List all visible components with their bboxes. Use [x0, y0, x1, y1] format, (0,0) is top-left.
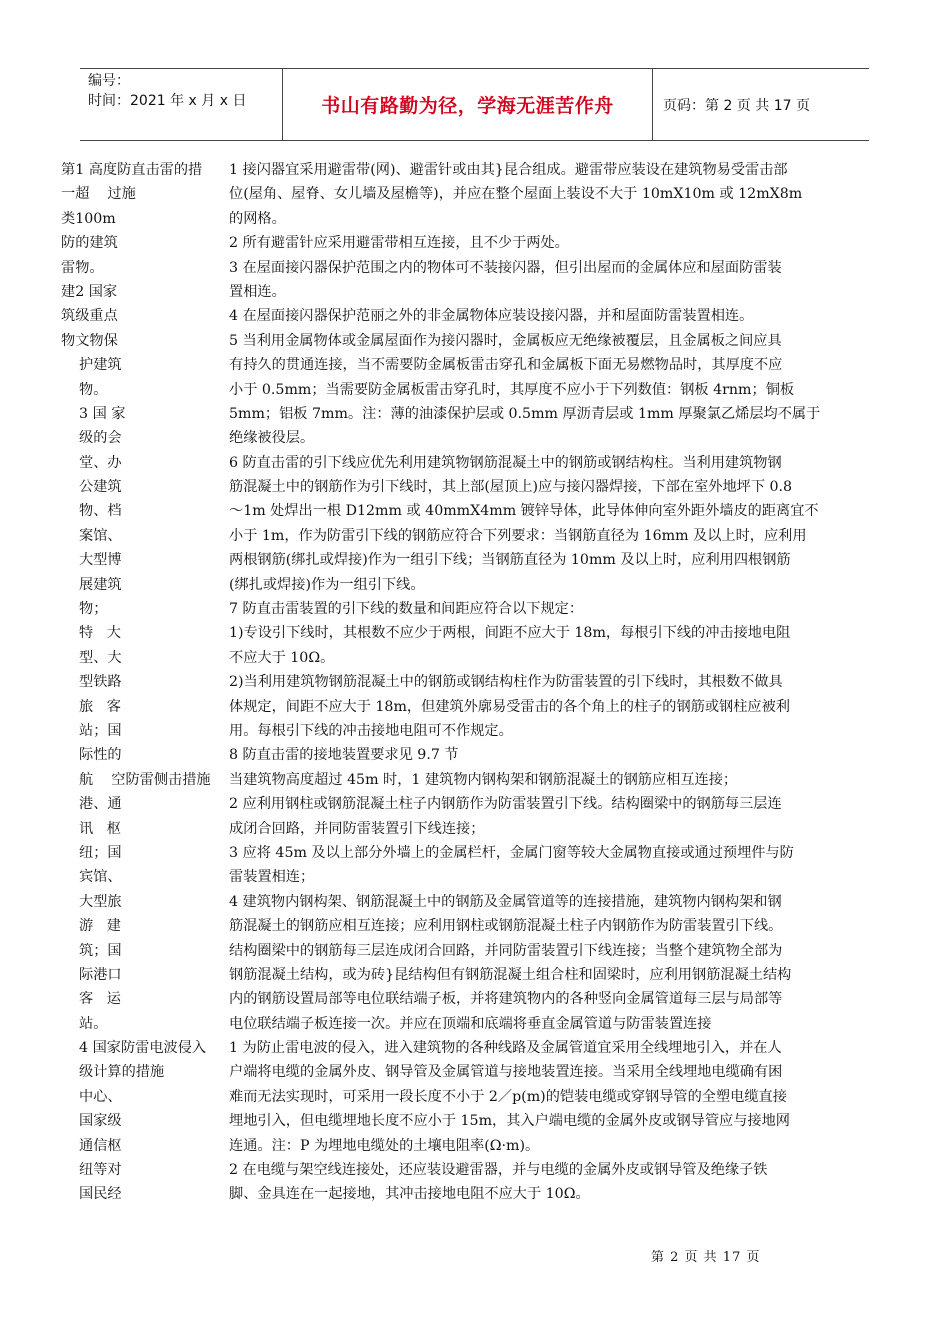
left-column-line: 航 空防雷侧击措施: [61, 771, 211, 788]
left-column-line: 通信枢: [61, 1137, 122, 1154]
right-column: [229, 158, 891, 1207]
body-text-line: 2 所有避雷针应采用避雷带相互连接，且不少于两处。: [229, 235, 569, 252]
body-text-line: 体规定，间距不应大于 18m，但建筑外廓易受雷击的各个角上的柱子的钢筋或钢柱应被利: [229, 698, 790, 715]
left-column-line: 讯 枢: [61, 820, 121, 837]
body-text-line: 筋混凝土的钢筋应相互连接；应利用钢柱或钢筋混凝土柱子内钢筋作为防雷装置引下线。: [229, 918, 783, 935]
left-column-line: 筑；国: [61, 942, 122, 959]
body-text-line: 1)专设引下线时，其根数不应少于两根，间距不应大于 18m，每根引下线的冲击接地电阻: [229, 625, 791, 642]
body-text-line: 钢筋混凝土结构，或为砖}昆结构但有钢筋混凝土组合柱和固梁时，应利用钢筋混凝土结构: [229, 966, 792, 983]
body-text-line: 3 在屋面接闪器保护范围之内的物体可不装接闪器，但引出屋而的金属体应和屋面防雷装: [229, 259, 782, 276]
left-column-line: 站。: [61, 1015, 108, 1032]
body-text-line: 5 当利用金属物体或金属屋面作为接闪器时，金属板应无绝缘被覆层，且金属板之间应具: [229, 332, 782, 349]
left-column-line: 旅 客: [61, 698, 121, 715]
left-column-line: 际性的: [61, 747, 122, 764]
left-column-line: 建2 国家: [61, 283, 118, 300]
body-text-line: 内的钢筋设置局部等电位联结端子板，并将建筑物内的各种竖向金属管道每三层与局部等: [229, 991, 783, 1008]
left-column-line: 级计算的措施: [61, 1064, 165, 1081]
left-column-line: 型、大: [61, 649, 122, 666]
left-column-line: 案馆、: [61, 527, 122, 544]
left-column-line: 纽等对: [61, 1162, 122, 1179]
left-column-line: 港、通: [61, 796, 122, 813]
body-text-line: 4 建筑物内钢构架、钢筋混凝土中的钢筋及金属管道等的连接措施，建筑物内钢构架和钢: [229, 893, 782, 910]
body-text-line: 结构圈梁中的钢筋每三层连成闭合回路，并同防雷装置引下线连接；当整个建筑物全部为: [229, 942, 783, 959]
body-text-line: 1 为防止雷电波的侵入，进入建筑物的各种线路及金属管道宜采用全线埋地引入，并在人: [229, 1040, 782, 1057]
left-column-line: 物；: [61, 601, 108, 618]
body-text-line: 6 防直击雷的引下线应优先利用建筑物钢筋混凝土中的钢筋或钢结构柱。当利用建筑物钢: [229, 454, 782, 471]
left-column-line: 际港口: [61, 966, 122, 983]
left-column-line: 展建筑: [61, 576, 122, 593]
header-page-number: 页码：第 2 页 共 17 页: [663, 97, 810, 114]
body-text-line: 的网格。: [229, 210, 286, 227]
body-text-line: ～1m 处焊出一根 D12mm 或 40mmX4mm 镀锌导体，此导体伸向室外距外墙皮的距离宜不: [229, 503, 819, 520]
body-text-line: 小于 0.5mm；当需要防金属板雷击穿孔时，其厚度不应小于下列数值：钢板 4rnm；铜板: [229, 381, 795, 398]
left-column-line: 堂、办: [61, 454, 122, 471]
header-divider: [652, 69, 653, 140]
left-column-line: 站；国: [61, 722, 122, 739]
left-column-line: 物。: [61, 381, 108, 398]
body-text-line: 户端将电缆的金属外皮、钢导管及金属管道与接地装置连接。当采用全线埋地电缆确有困: [229, 1064, 783, 1081]
left-column-line: 型铁路: [61, 674, 122, 691]
body-text-line: 1 接闪器宜采用避雷带(网)、避雷针或由其}昆合组成。避雷带应装设在建筑物易受雷击部: [229, 162, 788, 178]
header-meta: [88, 71, 288, 111]
body-text-line: 电位联结端子板连接一次。并应在顶端和底端将垂直金属管道与防雷装置连接: [229, 1015, 712, 1032]
body-text-line: 用。每根引下线的冲击接地电阻可不作规定。: [229, 722, 513, 739]
left-column-line: 特 大: [61, 625, 121, 642]
body-text-line: 位(屋角、屋脊、女儿墙及屋檐等)，并应在整个屋面上装设不大于 10mX10m 或 12mX8m: [229, 186, 803, 203]
body-text-line: 2 在电缆与架空线连接处，还应装设避雷器，并与电缆的金属外皮或钢导管及绝缘子铁: [229, 1162, 768, 1179]
body-text-line: 2)当利用建筑物钢筋混凝土中的钢筋或钢结构柱作为防雷装置的引下线时，其根数不做具: [229, 674, 783, 691]
body-text-line: 两根钢筋(绑扎或焊接)作为一组引下线；当钢筋直径为 10mm 及以上时，应利用四根钢筋: [229, 552, 791, 569]
body-text-line: 置相连。: [229, 283, 286, 300]
body-text-line: 埋地引入，但电缆埋地长度不应小于 15m，其入户端电缆的金属外皮或钢导管应与接地网: [229, 1113, 790, 1130]
body-text-line: 3 应将 45m 及以上部分外墙上的金属栏杆，金属门窗等较大金属物直接或通过预埋件与防: [229, 844, 794, 861]
body-text-line: 8 防直击雷的接地装置要求见 9.7 节: [229, 747, 459, 764]
body-text-line: 筋混凝土中的钢筋作为引下线时，其上部(屋顶上)应与接闪器焊接，下部在室外地坪下 0.8: [229, 479, 793, 496]
body-text-line: 有持久的贯通连接，当不需要防金属板雷击穿孔和金属板下面无易燃物品时，其厚度不应: [229, 357, 783, 374]
number-label: 编号：: [88, 73, 130, 89]
left-column-line: 国民经: [61, 1186, 122, 1203]
body-text-line: 脚、金具连在一起接地，其冲击接地电阻不应大于 10Ω。: [229, 1186, 590, 1203]
body-text-line: 2 应利用钢柱或钢筋混凝土柱子内钢筋作为防雷装置引下线。结构圈梁中的钢筋每三层连: [229, 796, 782, 813]
left-column: [61, 158, 229, 1207]
left-column-line: 一超 过施: [61, 186, 136, 203]
body-text-line: 雷装置相连；: [229, 869, 315, 886]
left-column-line: 级的会: [61, 430, 122, 447]
page-header: [80, 68, 869, 141]
left-column-line: 宾馆、: [61, 869, 122, 886]
body-text-line: 当建筑物高度超过 45m 时，1 建筑物内钢构架和钢筋混凝土的钢筋应相互连接；: [229, 771, 738, 788]
time-label: 时间：2021 年 x 月 x 日: [88, 93, 247, 109]
left-column-line: 公建筑: [61, 479, 122, 496]
left-column-line: 中心、: [61, 1088, 122, 1105]
body-text-line: 成闭合回路，并同防雷装置引下线连接；: [229, 820, 485, 837]
body-text-line: 7 防直击雷装置的引下线的数量和间距应符合以下规定：: [229, 601, 584, 618]
body-text-line: 绝缘被役层。: [229, 430, 315, 447]
left-column-line: 游 建: [61, 918, 121, 935]
body-text-line: 5mm；铝板 7mm。注：薄的油漆保护层或 0.5mm 厚沥青层或 1mm 厚聚氯乙烯层均不属于: [229, 405, 821, 422]
left-column-line: 客 运: [61, 991, 121, 1008]
left-column-line: 类100m: [61, 210, 116, 227]
left-column-line: 防的建筑: [61, 235, 118, 252]
body-text-line: (绑扎或焊接)作为一组引下线。: [229, 576, 425, 593]
left-column-line: 大型博: [61, 552, 122, 569]
left-column-line: 护建筑: [61, 357, 122, 374]
left-column-line: 3 国 家: [61, 405, 126, 422]
body-text-line: 难而无法实现时，可采用一段长度不小于 2／p(m)的铠装电缆或穿钢导管的全塑电缆直接: [229, 1088, 787, 1105]
left-column-line: 雷物。: [61, 259, 104, 276]
left-column-line: 纽；国: [61, 844, 122, 861]
body-text-line: 连通。注：P 为埋地电缆处的土壤电阻率(Ω·m)。: [229, 1137, 540, 1154]
body-text-line: 不应大于 10Ω。: [229, 649, 335, 666]
left-column-line: 物文物保: [61, 332, 118, 349]
page-footer: 第 2 页 共 17 页: [651, 1250, 761, 1265]
left-column-line: 国家级: [61, 1113, 122, 1130]
body-text-line: 小于 1m，作为防雷引下线的钢筋应符合下列要求：当钢筋直径为 16mm 及以上时，应利用: [229, 527, 807, 544]
body-text-line: 4 在屋面接闪器保护范丽之外的非金属物体应装设接闪器，并和屋面防雷装置相连。: [229, 308, 754, 325]
left-column-line: 大型旅: [61, 893, 122, 910]
left-column-line: 物、档: [61, 503, 122, 520]
left-column-line: 筑级重点: [61, 308, 118, 325]
left-column-line: 第1 高度防直击雷的措: [61, 162, 203, 178]
left-column-line: 4 国家防雷电波侵入: [61, 1040, 207, 1057]
header-motto: 书山有路勤为径，学海无涯苦作舟: [321, 95, 614, 117]
